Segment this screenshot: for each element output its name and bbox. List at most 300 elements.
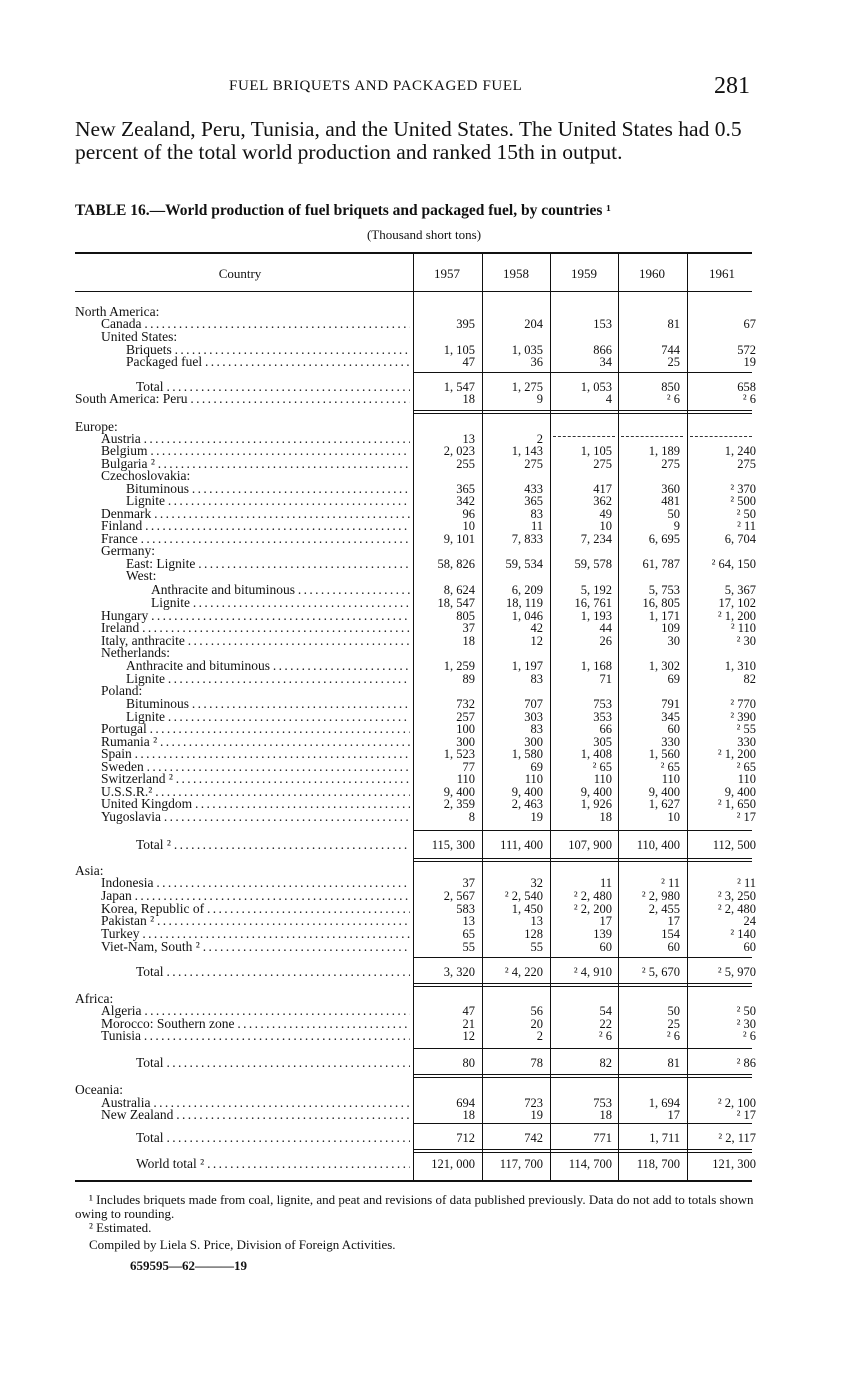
- row-label-text: United Kingdom: [101, 797, 193, 811]
- row-label: [75, 1083, 410, 1097]
- table-cell: 69: [667, 672, 680, 686]
- running-head: [0, 73, 848, 100]
- row-label-text: Viet-Nam, South ²: [101, 940, 200, 954]
- table-cell: 37: [462, 621, 475, 635]
- table-cell: 25: [667, 355, 680, 369]
- table-cell: 433: [524, 482, 543, 496]
- table-cell: 8: [468, 810, 475, 824]
- column-header: 1957: [434, 266, 460, 281]
- row-label-text: Poland:: [101, 684, 143, 698]
- row-label: [101, 927, 410, 941]
- table-cell: ² 2, 200: [573, 902, 612, 916]
- empty-cell-dash: [553, 436, 615, 437]
- table-cell: 572: [737, 343, 756, 357]
- table-cell: 18: [462, 1108, 475, 1122]
- total-rule: [413, 983, 752, 984]
- row-label-text: Bituminous: [126, 697, 190, 711]
- table-cell: 1, 926: [580, 797, 612, 811]
- table-cell: 121, 000: [431, 1157, 475, 1171]
- table-cell: 19: [530, 810, 543, 824]
- table-cell: 732: [456, 697, 475, 711]
- table-cell: 1, 143: [511, 444, 543, 458]
- table-cell: 65: [462, 927, 475, 941]
- table-cell: 83: [530, 507, 543, 521]
- table-cell: 1, 171: [648, 609, 680, 623]
- table-cell: 121, 300: [712, 1157, 756, 1171]
- row-label: [101, 469, 410, 483]
- table-cell: ² 6: [742, 1029, 756, 1043]
- table-cell: 13: [462, 914, 475, 928]
- total-rule: [413, 1123, 752, 1124]
- table-cell: 18: [462, 392, 475, 406]
- table-cell: 866: [593, 343, 612, 357]
- row-label: [136, 1131, 410, 1145]
- row-label: [101, 876, 410, 890]
- row-label-text: South America: Peru: [75, 392, 188, 406]
- table-cell: 1, 240: [724, 444, 756, 458]
- empty-cell-dash: [690, 436, 752, 437]
- total-rule: [413, 1048, 752, 1049]
- table-cell: 10: [462, 519, 475, 533]
- row-label-text: Turkey: [101, 927, 140, 941]
- table-cell: 59, 578: [574, 557, 612, 571]
- table-cell: 19: [530, 1108, 543, 1122]
- table-cell: 16, 761: [574, 596, 612, 610]
- table-cell: 742: [524, 1131, 543, 1145]
- table-cell: 32: [530, 876, 543, 890]
- row-label: [101, 621, 410, 635]
- row-label: [101, 889, 410, 903]
- table-cell: 658: [737, 380, 756, 394]
- row-label: [151, 596, 410, 610]
- table-cell: ² 4, 910: [573, 965, 612, 979]
- table-cell: 78: [530, 1056, 543, 1070]
- table-cell: ² 11: [661, 876, 680, 890]
- total-rule: [413, 830, 752, 831]
- table-cell: ² 2, 980: [641, 889, 680, 903]
- table-cell: 753: [593, 697, 612, 711]
- table-cell: 360: [661, 482, 680, 496]
- table-cell: 5, 192: [580, 583, 612, 597]
- table-cell: 365: [524, 494, 543, 508]
- table-cell: 25: [667, 1017, 680, 1031]
- table-title: TABLE 16.—World production of fuel briquets and packaged fuel, by countries ¹: [75, 202, 611, 219]
- table-cell: 26: [599, 634, 612, 648]
- table-cell: 275: [593, 457, 612, 471]
- table-cell: 3, 320: [443, 965, 475, 979]
- table-cell: 81: [667, 1056, 680, 1070]
- table-cell: 7, 234: [580, 532, 612, 546]
- table-cell: 1, 560: [648, 747, 680, 761]
- row-label: [101, 914, 410, 928]
- table-cell: 36: [530, 355, 543, 369]
- table-cell: 481: [661, 494, 680, 508]
- row-label-text: France: [101, 532, 138, 546]
- table-cell: 1, 275: [511, 380, 543, 394]
- table-cell: 9, 400: [511, 785, 543, 799]
- table-cell: ² 1, 650: [717, 797, 756, 811]
- row-label: [101, 1004, 410, 1018]
- row-label: [101, 544, 410, 558]
- table-cell: 257: [456, 710, 475, 724]
- table-cell: 16, 805: [642, 596, 680, 610]
- row-label-text: Oceania:: [75, 1083, 123, 1097]
- row-label-text: Bulgaria ²: [101, 457, 155, 471]
- row-label-text: Total ²: [136, 838, 171, 852]
- row-label: [101, 317, 410, 331]
- row-label: [101, 722, 410, 736]
- table-cell: 82: [743, 672, 756, 686]
- row-label-text: Belgium: [101, 444, 148, 458]
- table-cell: 744: [661, 343, 680, 357]
- row-label: [101, 772, 410, 786]
- row-label-text: Hungary: [101, 609, 149, 623]
- table-cell: 60: [743, 940, 756, 954]
- row-label: [101, 519, 410, 533]
- column-header: 1961: [709, 266, 735, 281]
- table-cell: 81: [667, 317, 680, 331]
- table-cell: 12: [530, 634, 543, 648]
- table-cell: ² 30: [736, 1017, 756, 1031]
- table-cell: ² 11: [737, 519, 756, 533]
- row-label: [101, 747, 410, 761]
- table-cell: 42: [530, 621, 543, 635]
- table-cell: ² 2, 100: [717, 1096, 756, 1110]
- row-label-text: Total: [136, 1131, 164, 1145]
- row-label-text: Lignite: [126, 672, 165, 686]
- table-cell: 67: [743, 317, 756, 331]
- table-cell: 1, 310: [724, 659, 756, 673]
- table-cell: 82: [599, 1056, 612, 1070]
- row-label-text: Denmark: [101, 507, 152, 521]
- row-label-text: Italy, anthracite: [101, 634, 185, 648]
- table-cell: 55: [530, 940, 543, 954]
- table-cell: ² 17: [736, 810, 756, 824]
- row-label-text: Lignite: [151, 596, 190, 610]
- table-cell: 80: [462, 1056, 475, 1070]
- table-cell: 22: [599, 1017, 612, 1031]
- table-cell: 44: [599, 621, 612, 635]
- table-cell: 21: [462, 1017, 475, 1031]
- table-cell: 1, 046: [511, 609, 543, 623]
- total-rule: [413, 858, 752, 859]
- empty-cell-dash: [621, 436, 683, 437]
- row-label: [136, 1157, 410, 1171]
- table-cell: 50: [667, 1004, 680, 1018]
- row-label-text: East: Lignite: [126, 557, 196, 571]
- table-cell: 12: [462, 1029, 475, 1043]
- row-label-text: Total: [136, 1056, 164, 1070]
- table-cell: ² 2, 117: [718, 1131, 756, 1145]
- row-label: [101, 330, 410, 344]
- table-cell: 17: [667, 1108, 680, 1122]
- print-code: 659595—62———19: [130, 1258, 247, 1273]
- row-label-text: Sweden: [101, 760, 144, 774]
- table-cell: ² 5, 970: [717, 965, 756, 979]
- table-cell: 345: [661, 710, 680, 724]
- table-cell: 395: [456, 317, 475, 331]
- table-cell: 1, 193: [580, 609, 612, 623]
- table-cell: 110: [661, 772, 680, 786]
- table-cell: ² 390: [730, 710, 756, 724]
- column-header: 1959: [571, 266, 597, 281]
- table-cell: 110: [593, 772, 612, 786]
- row-label: [101, 940, 410, 954]
- table-cell: 83: [530, 722, 543, 736]
- row-label-text: Ireland: [101, 621, 140, 635]
- table-cell: 583: [456, 902, 475, 916]
- column-header: 1958: [503, 266, 529, 281]
- table-cell: 1, 259: [443, 659, 475, 673]
- table-cell: 47: [462, 1004, 475, 1018]
- table-cell: 13: [530, 914, 543, 928]
- row-label: [126, 569, 410, 583]
- table-cell: ² 6: [666, 1029, 680, 1043]
- table-cell: 791: [661, 697, 680, 711]
- table-cell: ² 5, 670: [641, 965, 680, 979]
- table-cell: ² 65: [660, 760, 680, 774]
- table-cell: 771: [593, 1131, 612, 1145]
- table-cell: 24: [743, 914, 756, 928]
- intro-paragraph: New Zealand, Peru, Tunisia, and the United States. The United States had 0.5 percent of the total world production and ranked 15th in output.: [75, 117, 742, 164]
- row-label-text: Rumania ²: [101, 735, 158, 749]
- table-cell: 805: [456, 609, 475, 623]
- table-cell: 71: [599, 672, 612, 686]
- row-label: [136, 1056, 410, 1070]
- table-cell: 13: [462, 432, 475, 446]
- total-rule: [413, 372, 752, 373]
- table-cell: 6, 704: [724, 532, 756, 546]
- table-cell: 139: [593, 927, 612, 941]
- row-label-text: Tunisia: [101, 1029, 142, 1043]
- table-cell: 6, 209: [511, 583, 543, 597]
- table-cell: 9, 400: [648, 785, 680, 799]
- row-label-text: Asia:: [75, 864, 104, 878]
- column-divider: [687, 254, 688, 1180]
- table-cell: 9: [536, 392, 543, 406]
- row-label: [101, 810, 410, 824]
- table-cell: 110: [737, 772, 756, 786]
- table-cell: 153: [593, 317, 612, 331]
- table-cell: 1, 189: [648, 444, 680, 458]
- table-cell: 275: [737, 457, 756, 471]
- table-cell: 330: [661, 735, 680, 749]
- table-cell: 110, 400: [636, 838, 680, 852]
- table-cell: 128: [524, 927, 543, 941]
- table-cell: 365: [456, 482, 475, 496]
- table-cell: 850: [661, 380, 680, 394]
- row-label-text: Anthracite and bituminous: [151, 583, 295, 597]
- row-label-text: North America:: [75, 305, 160, 319]
- table-cell: 55: [462, 940, 475, 954]
- row-label-text: West:: [126, 569, 157, 583]
- table-cell: 712: [456, 1131, 475, 1145]
- table-cell: 1, 580: [511, 747, 543, 761]
- table-cell: 330: [737, 735, 756, 749]
- table-cell: 2, 023: [443, 444, 475, 458]
- table-cell: 11: [599, 876, 612, 890]
- total-rule: [413, 861, 752, 862]
- table-cell: ² 65: [592, 760, 612, 774]
- table-cell: 2, 463: [511, 797, 543, 811]
- table-cell: ² 17: [736, 1108, 756, 1122]
- row-label-text: World total ²: [136, 1157, 205, 1171]
- total-rule: [413, 986, 752, 987]
- table-cell: 1, 197: [511, 659, 543, 673]
- row-label: [101, 684, 410, 698]
- row-label-text: Total: [136, 380, 164, 394]
- table-cell: 753: [593, 1096, 612, 1110]
- total-rule: [413, 1152, 752, 1153]
- row-label: [136, 965, 410, 979]
- table-cell: 9, 101: [443, 532, 475, 546]
- table-cell: 30: [667, 634, 680, 648]
- row-label-text: Netherlands:: [101, 646, 170, 660]
- row-label-text: Bituminous: [126, 482, 190, 496]
- table-cell: 255: [456, 457, 475, 471]
- table-cell: 303: [524, 710, 543, 724]
- row-label-text: New Zealand: [101, 1108, 174, 1122]
- table-cell: 60: [599, 940, 612, 954]
- table-bottom-rule: [75, 1180, 752, 1182]
- row-label-text: Africa:: [75, 992, 114, 1006]
- column-header: 1960: [639, 266, 665, 281]
- row-label-text: Australia: [101, 1096, 151, 1110]
- table-cell: 275: [524, 457, 543, 471]
- table-cell: ² 1, 200: [717, 609, 756, 623]
- row-label-text: Indonesia: [101, 876, 154, 890]
- table-cell: ² 500: [730, 494, 756, 508]
- row-label-text: Lignite: [126, 710, 165, 724]
- row-label: [101, 444, 410, 458]
- table-cell: 47: [462, 355, 475, 369]
- column-divider: [413, 254, 414, 1180]
- table-cell: 110: [524, 772, 543, 786]
- table-cell: 61, 787: [642, 557, 680, 571]
- row-label: [75, 392, 410, 406]
- table-cell: 1, 302: [648, 659, 680, 673]
- section-rule: [75, 410, 413, 411]
- table-cell: 37: [462, 876, 475, 890]
- column-divider: [618, 254, 619, 1180]
- table-subtitle: (Thousand short tons): [366, 227, 482, 242]
- table-cell: 18, 119: [505, 596, 543, 610]
- table-cell: 1, 450: [511, 902, 543, 916]
- row-label: [101, 797, 410, 811]
- total-rule: [413, 413, 752, 414]
- row-label-text: Anthracite and bituminous: [126, 659, 270, 673]
- column-header: Country: [218, 266, 262, 281]
- table-cell: 154: [661, 927, 680, 941]
- table-cell: 18: [599, 810, 612, 824]
- table-cell: 10: [667, 810, 680, 824]
- table-cell: 18, 547: [437, 596, 475, 610]
- row-label: [136, 838, 410, 852]
- table-cell: 18: [462, 634, 475, 648]
- table-cell: 110: [456, 772, 475, 786]
- table-cell: 112, 500: [712, 838, 756, 852]
- row-label-text: United States:: [101, 330, 178, 344]
- row-label-text: U.S.S.R.²: [101, 785, 153, 799]
- table-cell: 1, 168: [580, 659, 612, 673]
- section-rule: [75, 858, 413, 859]
- table-cell: 118, 700: [636, 1157, 680, 1171]
- table-cell: ² 140: [730, 927, 756, 941]
- table-cell: 1, 105: [443, 343, 475, 357]
- row-label: [151, 583, 410, 597]
- table-cell: 117, 700: [499, 1157, 543, 1171]
- table-cell: ² 770: [730, 697, 756, 711]
- table-cell: ² 2, 540: [504, 889, 543, 903]
- table-cell: 1, 694: [648, 1096, 680, 1110]
- table-cell: 1, 053: [580, 380, 612, 394]
- table-cell: 54: [599, 1004, 612, 1018]
- table-cell: 9, 400: [724, 785, 756, 799]
- table-cell: 58, 826: [437, 557, 475, 571]
- table-cell: 1, 105: [580, 444, 612, 458]
- table-cell: 353: [593, 710, 612, 724]
- table-cell: 1, 547: [443, 380, 475, 394]
- table-cell: 694: [456, 1096, 475, 1110]
- row-label: [101, 1108, 410, 1122]
- table-cell: ² 2, 480: [717, 902, 756, 916]
- table-cell: 362: [593, 494, 612, 508]
- table-cell: 1, 408: [580, 747, 612, 761]
- table-cell: ² 3, 250: [717, 889, 756, 903]
- row-label-text: Algeria: [101, 1004, 142, 1018]
- total-rule: [413, 1077, 752, 1078]
- table-cell: 9, 400: [580, 785, 612, 799]
- table-cell: ² 55: [736, 722, 756, 736]
- row-label-text: Czechoslovakia:: [101, 469, 191, 483]
- table-cell: 69: [530, 760, 543, 774]
- table-cell: ² 50: [736, 507, 756, 521]
- table-cell: 6, 695: [648, 532, 680, 546]
- table-cell: 114, 700: [568, 1157, 612, 1171]
- table-cell: ² 6: [666, 392, 680, 406]
- table-cell: 83: [530, 672, 543, 686]
- row-label: [101, 646, 410, 660]
- table-cell: 17: [667, 914, 680, 928]
- table-cell: 305: [593, 735, 612, 749]
- table-cell: 4: [605, 392, 612, 406]
- table-cell: 723: [524, 1096, 543, 1110]
- table-cell: 100: [456, 722, 475, 736]
- column-divider: [550, 254, 551, 1180]
- table-cell: ² 86: [736, 1056, 756, 1070]
- table-cell: 66: [599, 722, 612, 736]
- row-label-text: Spain: [101, 747, 132, 761]
- table-cell: 2, 359: [443, 797, 475, 811]
- table-cell: ² 30: [736, 634, 756, 648]
- table-cell: ² 2, 480: [573, 889, 612, 903]
- table-cell: 5, 367: [724, 583, 756, 597]
- table-cell: ² 370: [730, 482, 756, 496]
- table-cell: 275: [661, 457, 680, 471]
- table-cell: 111, 400: [500, 838, 543, 852]
- table-cell: 60: [667, 722, 680, 736]
- table-cell: 417: [593, 482, 612, 496]
- table-cell: ² 64, 150: [711, 557, 756, 571]
- table-cell: 107, 900: [568, 838, 612, 852]
- table-cell: ² 11: [737, 876, 756, 890]
- table-cell: ² 1, 200: [717, 747, 756, 761]
- row-label-text: Japan: [101, 889, 132, 903]
- running-title: FUEL BRIQUETS AND PACKAGED FUEL: [229, 78, 523, 94]
- total-rule: [413, 1149, 752, 1150]
- table-cell: 707: [524, 697, 543, 711]
- footnote-1: ¹ Includes briquets made from coal, lignite, and peat and revisions of data published previously. Data do not add to totals shown owing to rounding.: [75, 1192, 754, 1221]
